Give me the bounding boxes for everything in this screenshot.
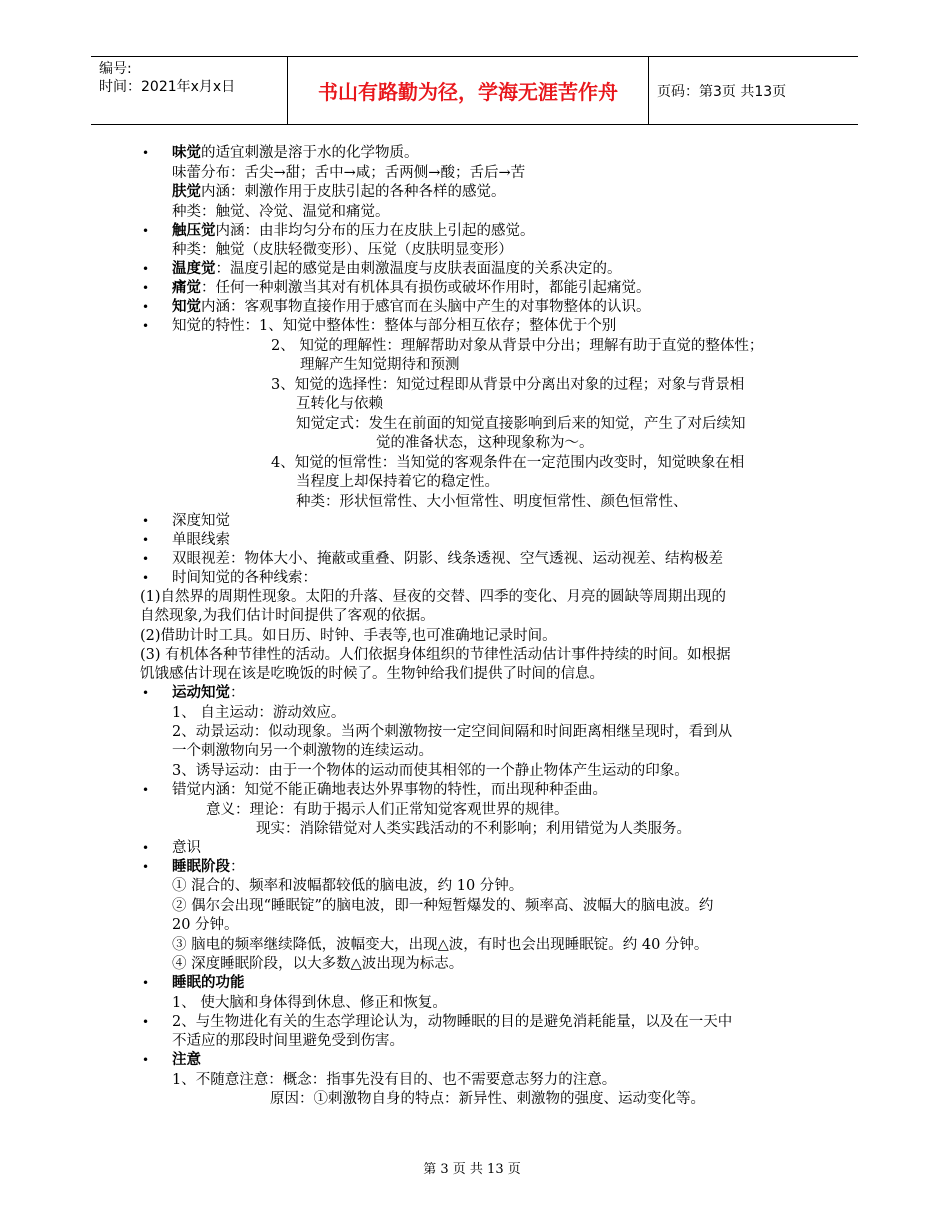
line-text: ① 混合的、频率和波幅都较低的脑电波，约 10 分钟。 <box>172 878 524 894</box>
document-number: 编号: <box>99 61 132 77</box>
bullet-marker: • <box>142 319 150 333</box>
text-line <box>172 221 535 241</box>
text-line <box>172 316 616 336</box>
line-text: 的适宜刺激是溶于水的化学物质。 <box>201 145 419 161</box>
term-heading: 知觉 <box>172 298 201 315</box>
line-text: 不适应的那段时间里避免受到伤害。 <box>172 1033 404 1049</box>
line-text: 2、 知觉的理解性：理解帮助对象从背景中分出；理解有助于直觉的整体性； <box>271 338 764 354</box>
line-text: ：任何一种刺激当其对有机体具有损伤或破坏作用时，都能引起痛觉。 <box>201 280 651 296</box>
text-line <box>172 876 523 896</box>
text-line <box>296 394 383 414</box>
bullet-marker: • <box>142 281 150 295</box>
text-line <box>256 819 691 839</box>
bullet-marker: • <box>142 300 150 314</box>
line-text: 理解产生知觉期待和预测 <box>300 357 460 373</box>
term-heading: 睡眠的功能 <box>172 974 245 991</box>
line-text: ： <box>230 859 245 875</box>
text-line <box>172 143 419 163</box>
line-text: 自然现象,为我们估计时间提供了客观的依据。 <box>140 608 435 624</box>
text-line <box>172 780 607 800</box>
bullet-marker: • <box>142 552 150 566</box>
text-line <box>172 993 447 1013</box>
text-line <box>271 375 744 395</box>
line-text: 意识 <box>172 840 201 856</box>
text-line <box>172 278 651 298</box>
text-line <box>172 761 689 781</box>
bullet-marker: • <box>142 783 150 797</box>
text-line <box>206 800 569 820</box>
text-line <box>172 163 525 183</box>
line-text: 种类：触觉（皮肤轻微变形）、压觉（皮肤明显变形） <box>172 242 513 258</box>
line-text: (2)借助计时工具。如日历、时钟、手表等,也可准确地记录时间。 <box>140 628 557 644</box>
text-line <box>140 626 557 646</box>
line-text: 双眼视差：物体大小、掩蔽或重叠、阴影、线条透视、空气透视、运动视差、结构极差 <box>172 551 723 567</box>
text-line <box>172 741 433 761</box>
bullet-marker: • <box>142 1015 150 1029</box>
line-text: 种类：形状恒常性、大小恒常性、明度恒常性、颜色恒常性、 <box>296 494 688 510</box>
line-text: ③ 脑电的频率继续降低，波幅变大，出现△波，有时也会出现睡眠锭。约 40 分钟。 <box>172 937 709 953</box>
term-heading: 痛觉 <box>172 279 201 296</box>
term-heading: 注意 <box>172 1051 201 1068</box>
bullet-marker: • <box>142 841 150 855</box>
text-line <box>376 433 594 453</box>
header-meta <box>91 57 287 124</box>
line-text: 知觉的特性：1、知觉中整体性：整体与部分相互依存；整体优于个别 <box>172 318 617 334</box>
text-line <box>172 683 245 703</box>
term-heading: 运动知觉 <box>172 684 230 701</box>
text-line <box>271 336 763 356</box>
text-line <box>296 414 746 434</box>
line-text: 原因：①刺激物自身的特点：新异性、刺激物的强度、运动变化等。 <box>270 1091 705 1107</box>
document-date: 时间：2021年x月x日 <box>99 79 236 95</box>
line-text: (1)自然界的周期性现象。太阳的升落、昼夜的交替、四季的变化、月亮的圆缺等周期出现的 <box>140 589 727 605</box>
text-line <box>172 954 463 974</box>
page-footer <box>0 1158 950 1177</box>
text-line <box>296 492 688 512</box>
line-text: ：温度引起的感觉是由刺激温度与皮肤表面温度的关系决定的。 <box>215 261 622 277</box>
text-line <box>140 645 731 665</box>
line-text: 2、与生物进化有关的生态学理论认为，动物睡眠的目的是避免消耗能量，以及在一天中 <box>172 1014 733 1030</box>
text-line <box>172 973 245 993</box>
text-line <box>172 530 230 550</box>
line-text: ： <box>230 685 245 701</box>
text-line <box>172 1012 732 1032</box>
line-text: 种类：触觉、冷觉、温觉和痛觉。 <box>172 204 390 220</box>
bullet-marker: • <box>142 860 150 874</box>
footer-page-number: 第 3 页 共 13 页 <box>423 1162 521 1177</box>
line-text: 时间知觉的各种线索： <box>172 570 317 586</box>
line-text: 意义：理论：有助于揭示人们正常知觉客观世界的规律。 <box>206 802 569 818</box>
line-text: 3、知觉的选择性：知觉过程即从背景中分离出对象的过程；对象与背景相 <box>271 377 745 393</box>
line-text: 20 分钟。 <box>172 917 239 933</box>
text-line <box>140 606 435 626</box>
line-text: 味蕾分布：舌尖→甜；舌中→咸；舌两侧→酸；舌后→苦 <box>172 165 526 181</box>
bullet-marker: • <box>142 262 150 276</box>
text-line <box>172 1050 201 1070</box>
bullet-marker: • <box>142 533 150 547</box>
text-line <box>270 1089 705 1109</box>
line-text: 饥饿感估计现在该是吃晚饭的时候了。生物钟给我们提供了时间的信息。 <box>140 666 604 682</box>
text-line <box>172 297 651 317</box>
line-text: 2、动景运动：似动现象。当两个刺激物按一定空间间隔和时间距离相继呈现时，看到从 <box>172 724 733 740</box>
text-line <box>172 915 239 935</box>
term-heading: 睡眠阶段 <box>172 858 230 875</box>
text-line <box>172 511 230 531</box>
page-header <box>91 56 858 125</box>
line-text: 觉的准备状态，这种现象称为～。 <box>376 435 594 451</box>
bullet-marker: • <box>142 224 150 238</box>
text-line <box>172 549 723 569</box>
header-motto: 书山有路勤为径，学海无涯苦作舟 <box>287 57 649 124</box>
text-line <box>140 587 726 607</box>
line-text: 内涵：由非均匀分布的压力在皮肤上引起的感觉。 <box>215 223 535 239</box>
bullet-marker: • <box>142 146 150 160</box>
text-line <box>172 935 708 955</box>
line-text: 4、知觉的恒常性：当知觉的客观条件在一定范围内改变时，知觉映象在相 <box>271 455 745 471</box>
line-text: 错觉内涵：知觉不能正确地表达外界事物的特性，而出现种种歪曲。 <box>172 782 607 798</box>
line-text: 单眼线索 <box>172 532 230 548</box>
line-text: 互转化与依赖 <box>296 396 383 412</box>
bullet-marker: • <box>142 1053 150 1067</box>
line-text: (3) 有机体各种节律性的活动。人们依据身体组织的节律性活动估计事件持续的时间。如根据 <box>140 647 731 663</box>
line-text: 当程度上却保持着它的稳定性。 <box>296 474 499 490</box>
text-line <box>172 896 713 916</box>
term-heading: 触压觉 <box>172 222 216 239</box>
bullet-marker: • <box>142 571 150 585</box>
line-text: 3、诱导运动：由于一个物体的运动而使其相邻的一个静止物体产生运动的印象。 <box>172 763 689 779</box>
line-text: 现实：消除错觉对人类实践活动的不利影响；利用错觉为人类服务。 <box>256 821 691 837</box>
line-text: 内涵：刺激作用于皮肤引起的各种各样的感觉。 <box>201 184 506 200</box>
text-line <box>172 259 622 279</box>
text-line <box>300 355 460 375</box>
text-line <box>271 453 744 473</box>
text-line <box>172 182 506 202</box>
line-text: 1、 使大脑和身体得到休息、修正和恢复。 <box>172 995 447 1011</box>
text-line <box>172 857 245 877</box>
text-line <box>296 472 499 492</box>
text-line <box>172 722 732 742</box>
line-text: 内涵：客观事物直接作用于感官而在头脑中产生的对事物整体的认识。 <box>201 299 651 315</box>
line-text: 1、 自主运动：游动效应。 <box>172 705 346 721</box>
line-text: ② 偶尔会出现“睡眠锭”的脑电波，即一种短暂爆发的、频率高、波幅大的脑电波。约 <box>172 898 714 914</box>
line-text: ④ 深度睡眠阶段，以大多数△波出现为标志。 <box>172 956 464 972</box>
term-heading: 肤觉 <box>172 183 201 200</box>
text-line <box>172 568 317 588</box>
bullet-marker: • <box>142 976 150 990</box>
bullet-marker: • <box>142 686 150 700</box>
bullet-marker: • <box>142 514 150 528</box>
text-line <box>172 1031 404 1051</box>
line-text: 深度知觉 <box>172 513 230 529</box>
text-line <box>172 202 390 222</box>
header-page-info: 页码：第3页 共13页 <box>657 83 787 100</box>
text-line <box>172 703 345 723</box>
term-heading: 温度觉 <box>172 260 216 277</box>
term-heading: 味觉 <box>172 144 201 161</box>
line-text: 一个刺激物向另一个刺激物的连续运动。 <box>172 743 433 759</box>
text-line <box>172 240 513 260</box>
line-text: 1、不随意注意：概念：指事先没有目的、也不需要意志努力的注意。 <box>172 1072 617 1088</box>
text-line <box>140 664 604 684</box>
text-line <box>172 838 201 858</box>
text-line <box>172 1070 616 1090</box>
line-text: 知觉定式：发生在前面的知觉直接影响到后来的知觉，产生了对后续知 <box>296 416 746 432</box>
